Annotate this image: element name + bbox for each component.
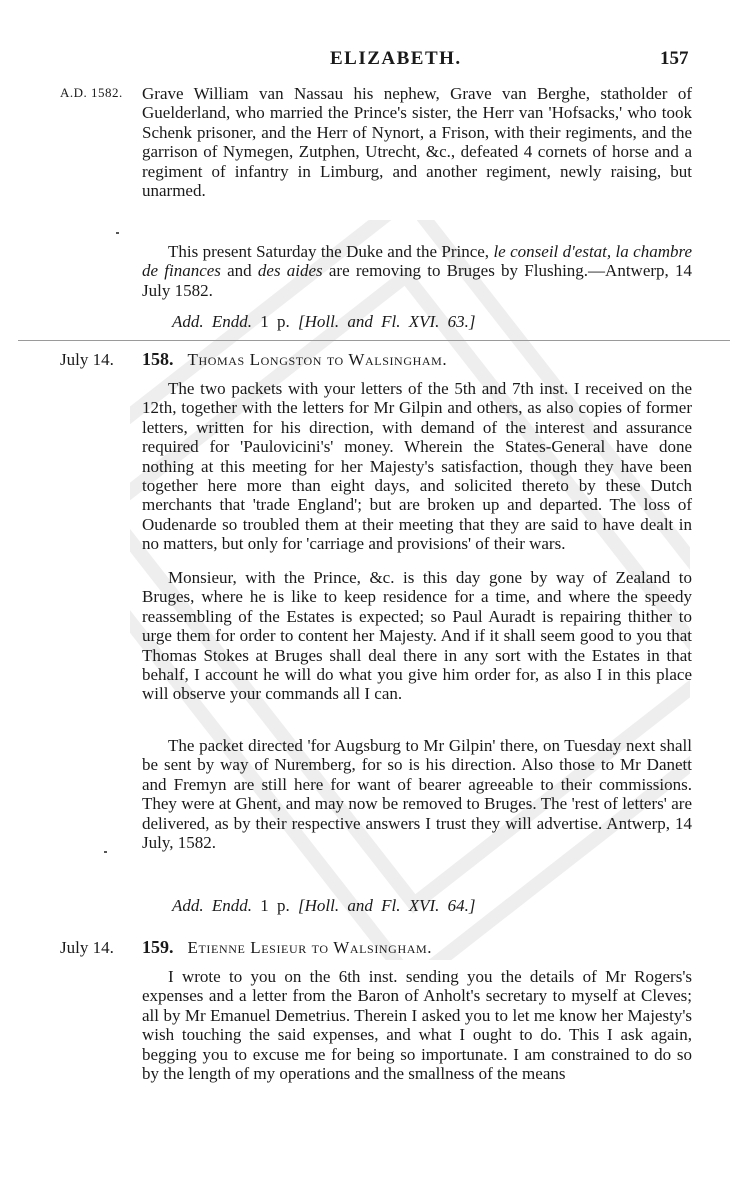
entry-158-heading (142, 349, 447, 370)
entry-158-paragraph-3: The packet directed 'for Augsburg to Mr Gilpin' there, on Tuesday next shall be sent by way of Nuremberg, for so is his direction. Also those to Mr Danett and Fremyn are still here for want of bearer agreeable to their commissions. They were at Ghent, and may now be removed to Bruges. The 'rest of letters' are delivered, as by their respective answers I trust they will advertise. Antwerp, 14 July, 1582. (142, 736, 692, 853)
entry-158-paragraph-1: The two packets with your letters of the 5th and 7th inst. I received on the 12th, together with the letters for Mr Gilpin and others, as also copies of former letters, written for his direction, with demand of the interest and assurance required for 'Paulovicini's' money. Wherein the States-General have done nothing at this meeting for her Majesty's satisfaction, though they have been together here more than eight days, and solicited thereto by these Dutch merchants that 'trade England'; but are broken up and departed. The loss of Oudenarde so troubled them at their meeting that they are said to have dealt in no matters, but only for 'carriage and provisions' of their wars. (142, 379, 692, 554)
margin-date-158: July 14. (60, 350, 114, 369)
entry-158-paragraph-2: Monsieur, with the Prince, &c. is this day gone by way of Zealand to Bruges, where he is like to keep residence for a time, and where the speedy reassembling of the Estates is expected; so Paul Auradt is repairing thither to urge them for order to content her Majesty. And if it shall seem good to you that Thomas Stokes at Bruges shall deal there in any sort with the Estates in that behalf, I account he will do what you give him order for, as also I in this place will observe your commands all I can. (142, 568, 692, 704)
running-header (0, 48, 748, 74)
pages-label: 1 p. (260, 896, 290, 915)
endd-label: Endd. (211, 312, 253, 331)
entry-158-reference (172, 896, 476, 916)
running-title: ELIZABETH. (330, 48, 462, 69)
entry-157-paragraph-1: Grave William van Nassau his nephew, Grave van Berghe, statholder of Guelderland, who married the Prince's sister, the Herr van 'Hofsacks,' who took Schenk prisoner, and the Herr of Nynort, a Frison, with their regiments, and the garrison of Nymegen, Zutphen, Utrecht, &c., defeated 4 cornets of horse and a regiment of infantry in Limburg, and another regiment, newly raising, but unarmed. (142, 84, 692, 201)
endd-label: Endd. (211, 896, 253, 915)
citation: [Holl. and Fl. XVI. 64.] (298, 896, 476, 915)
page-number: 157 (660, 48, 689, 69)
margin-mark (116, 232, 119, 234)
entry-159-heading (142, 937, 432, 958)
entry-157-reference (172, 312, 476, 332)
margin-mark (104, 851, 107, 853)
section-divider (18, 340, 730, 341)
entry-159-title: Etienne Lesieur to Walsingham. (187, 938, 433, 957)
add-label: Add. (172, 312, 204, 331)
entry-159-paragraph-1: I wrote to you on the 6th inst. sending you the details of Mr Rogers's expenses and a letter from the Baron of Anholt's secretary to myself at Cleves; all by Mr Emanuel Demetrius. Therein I asked you to let me know her Majesty's wish touching the said expenses, and what I ought to do. This I ask again, begging you to excuse me for being so importunate. I am constrained to do so by the length of my operations and the smallness of the means (142, 967, 692, 1084)
entry-158-title: Thomas Longston to Walsingham. (187, 350, 448, 369)
entry-157-paragraph-2: This present Saturday the Duke and the Prince, le conseil d'estat, la chambre de finances and des aides are removing to Bruges by Flushing.—Antwerp, 14 July 1582. (142, 242, 693, 300)
margin-year: A.D. 1582. (60, 85, 123, 100)
add-label: Add. (172, 896, 204, 915)
entry-159-number: 159. (142, 937, 174, 957)
margin-date-159: July 14. (60, 938, 114, 957)
pages-label: 1 p. (260, 312, 290, 331)
citation: [Holl. and Fl. XVI. 63.] (298, 312, 476, 331)
entry-158-number: 158. (142, 349, 174, 369)
